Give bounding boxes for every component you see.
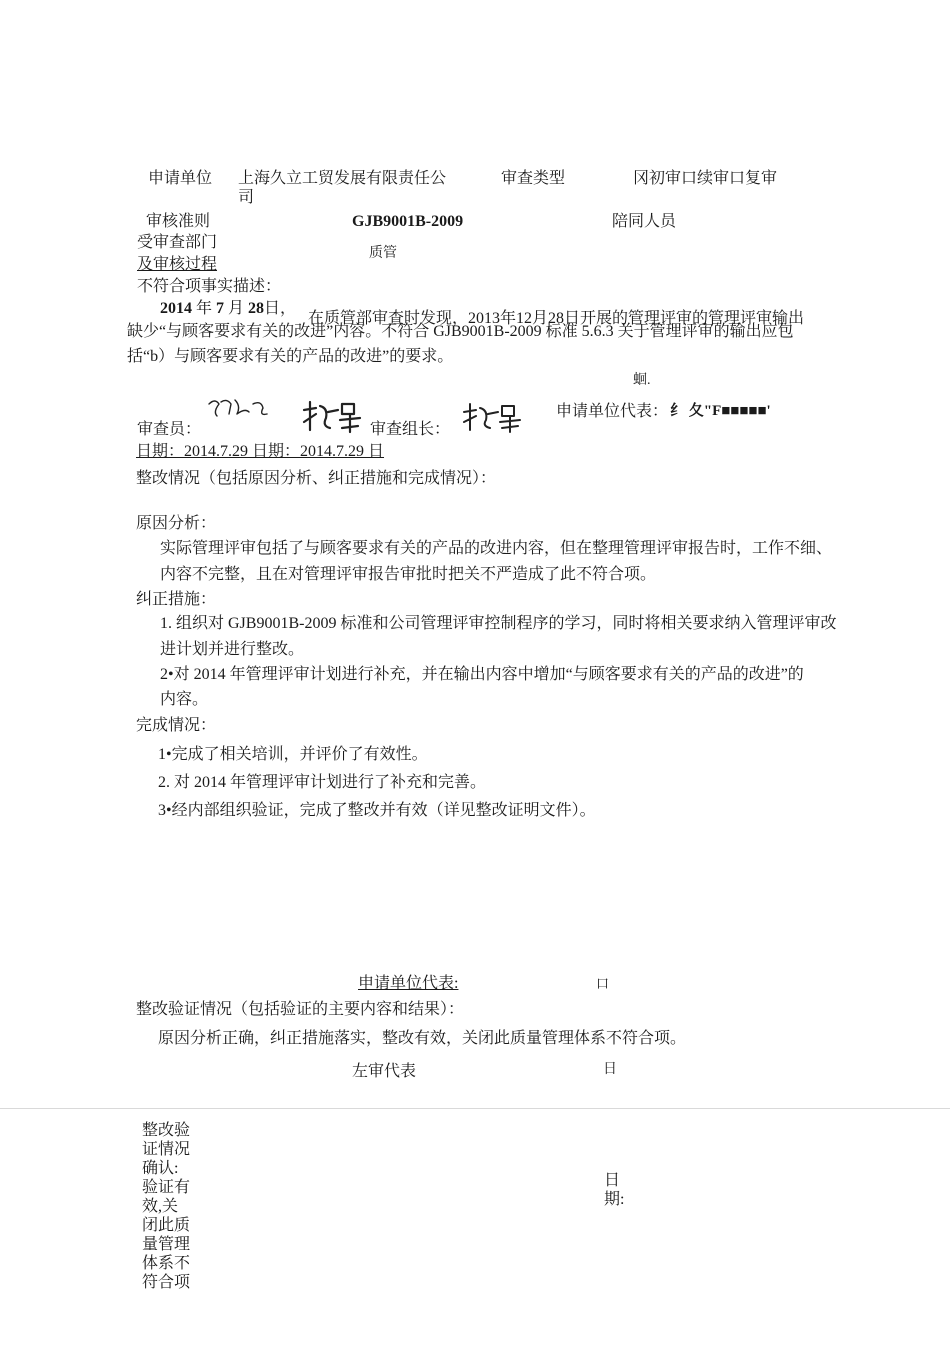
dept-label: 受审查部门: [137, 234, 218, 251]
action1-line1: 1. 组织对 GJB9001B-2009 标准和公司管理评审控制程序的学习，同时将相关要求纳入管理评审改: [160, 615, 837, 632]
completion-item-1: 1•完成了相关培训，并评价了有效性。: [158, 746, 428, 763]
criteria-label: 审核准则: [146, 213, 211, 230]
confirmation-date-label-cont: 期:: [604, 1191, 625, 1208]
completion-heading: 完成情况：: [136, 717, 217, 734]
completion-item-3: 3•经内部组织验证，完成了整改并有效（详见整改证明文件）。: [158, 802, 596, 819]
auditor-label: 审查员：: [137, 421, 202, 438]
action-heading: 纠正措施：: [136, 591, 217, 608]
rectification-rep-mark: 口: [596, 976, 610, 991]
cause-heading: 原因分析：: [136, 515, 217, 532]
leader-label: 审查组长：: [370, 421, 451, 438]
criteria-value: GJB9001B-2009: [352, 213, 464, 230]
cause-line2: 内容不完整，且在对管理评审报告审批时把关不严造成了此不符合项。: [160, 566, 657, 583]
rectification-rep-label: 申请单位代表:: [358, 975, 459, 992]
review-type-label: 审查类型: [501, 170, 566, 187]
applicant-name: 上海久立工贸发展有限责任公: [238, 170, 447, 187]
stray-mark: 蛔.: [633, 373, 651, 388]
page-divider: [0, 1108, 950, 1109]
applicant-name-cont: 司: [238, 189, 255, 206]
applicant-rep-value: 纟 夂"F■■■■■': [670, 403, 771, 419]
date-day-suffix: 日，: [264, 300, 297, 317]
date-year-suffix: 年: [196, 300, 213, 317]
applicant-rep-label: 申请单位代表：: [556, 403, 669, 420]
auditor-signature-1: [205, 394, 300, 430]
process-label: 及审核过程: [137, 256, 218, 273]
rectification-heading: 整改情况（包括原因分析、纠正措施和完成情况）：: [136, 470, 497, 487]
nonconformity-line2: 缺少“与顾客要求有关的改进”内容。不符合 GJB9001B-2009 标准 5.6.3 关于管理评审的输出应包: [127, 323, 794, 340]
applicant-label: 申请单位: [148, 170, 213, 187]
nonconformity-line1: 在质管部审查时发现，2013年12月28日开展的管理评审的管理评审输出: [308, 310, 805, 327]
review-type-value: 冈初审口续审口复审: [633, 170, 778, 187]
dates-line: 日期：2014.7.29 日期：2014.7.29 日: [136, 443, 385, 460]
confirmation-column: 整改验证情况确认:验证有效,关闭此质量管理体系不符合项: [142, 1122, 191, 1291]
leader-signature: [458, 400, 528, 436]
completion-item-2: 2. 对 2014 年管理评审计划进行了补充和完善。: [158, 774, 487, 791]
dept-value: 质管: [369, 246, 397, 261]
nonconformity-heading: 不符合项事实描述：: [137, 278, 282, 295]
cause-line1: 实际管理评审包括了与顾客要求有关的产品的改进内容，但在整理管理评审报告时，工作不细、: [160, 540, 833, 557]
verification-heading: 整改验证情况（包括验证的主要内容和结果）：: [136, 1001, 465, 1018]
nonconformity-date: [160, 299, 296, 318]
action2-line1: 2•对 2014 年管理评审计划进行补充，并在输出内容中增加“与顾客要求有关的产品的改进”的: [160, 666, 804, 683]
date-year: 2014: [160, 300, 192, 317]
date-month-suffix: 月: [228, 300, 245, 317]
auditor-signature-2: [298, 398, 368, 436]
verification-rep-mark: 日: [603, 1062, 617, 1077]
action1-line2: 进计划并进行整改。: [160, 641, 305, 658]
action2-line2: 内容。: [160, 691, 209, 708]
nonconformity-line3: 括“b）与顾客要求有关的产品的改进”的要求。: [127, 348, 454, 365]
confirmation-date-label: 日: [604, 1172, 621, 1189]
date-month: 7: [216, 300, 225, 317]
verification-rep: 左审代表: [352, 1063, 417, 1080]
accompany-label: 陪同人员: [612, 213, 677, 230]
verification-result: 原因分析正确，纠正措施落实，整改有效，关闭此质量管理体系不符合项。: [158, 1030, 687, 1047]
date-day: 28: [248, 300, 265, 317]
